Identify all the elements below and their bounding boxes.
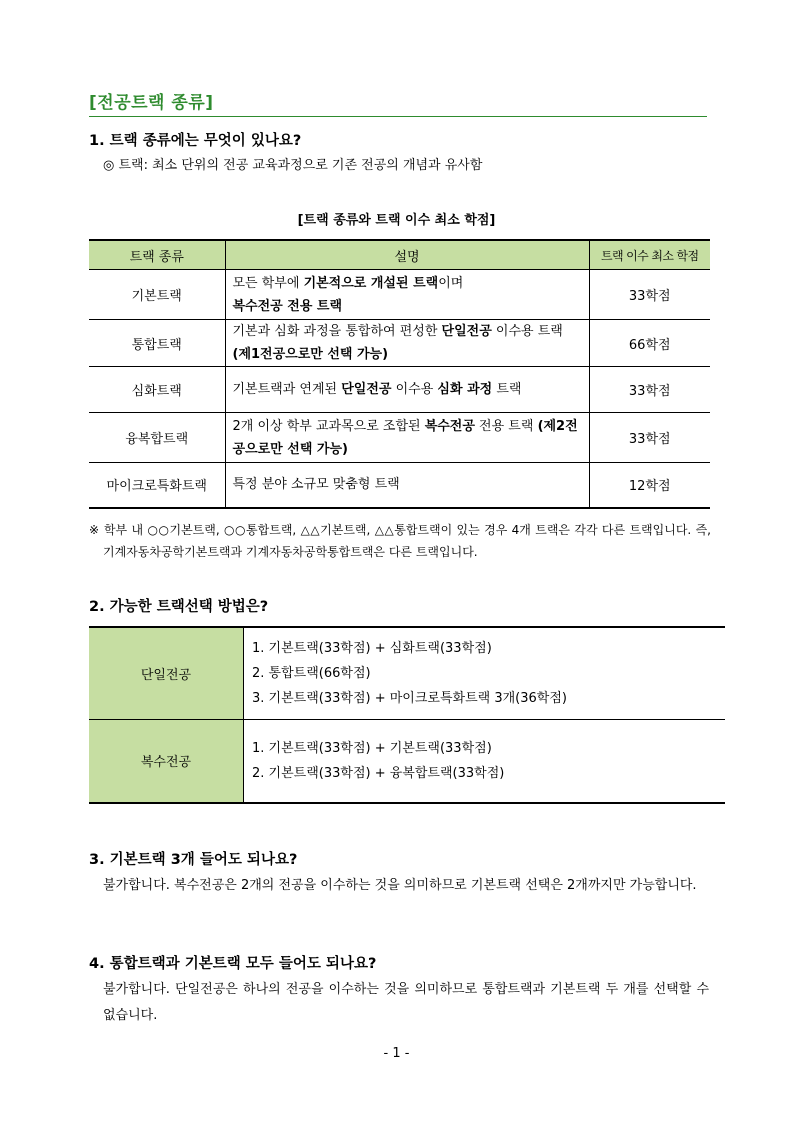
track-definition-note: ◎ 트랙: 최소 단위의 전공 교육과정으로 기존 전공의 개념과 유사함 bbox=[103, 158, 483, 173]
page-number: - 1 - bbox=[383, 1046, 410, 1061]
track-description: 모든 학부에 기본적으로 개설된 트랙이며 복수전공 전용 트랙 bbox=[225, 270, 589, 320]
track-selection-table bbox=[89, 626, 725, 804]
table-row bbox=[89, 270, 710, 320]
track-credits: 33학점 bbox=[589, 413, 710, 463]
option-item: 3. 기본트랙(33학점) + 마이크로특화트랙 3개(36학점) bbox=[252, 690, 567, 706]
header-track-type: 트랙 종류 bbox=[89, 240, 225, 270]
track-credits: 33학점 bbox=[589, 367, 710, 413]
option-item: 2. 통합트랙(66학점) bbox=[252, 665, 371, 681]
track-name: 통합트랙 bbox=[89, 320, 225, 367]
table-header-row bbox=[89, 240, 710, 270]
track-name: 심화트랙 bbox=[89, 367, 225, 413]
question-3-answer: 불가합니다. 복수전공은 2개의 전공을 이수하는 것을 의미하므로 기본트랙 선택은 2개까지만 가능합니다. bbox=[103, 878, 697, 893]
track-credits: 12학점 bbox=[589, 463, 710, 508]
header-description: 설명 bbox=[225, 240, 589, 270]
selection-options bbox=[244, 627, 726, 719]
track-description: 기본과 심화 과정을 통합하여 편성한 단일전공 이수용 트랙 (제1전공으로만 선택 가능) bbox=[225, 320, 589, 367]
table-row bbox=[89, 627, 725, 719]
option-item: 2. 기본트랙(33학점) + 융복합트랙(33학점) bbox=[252, 765, 505, 781]
track-name: 마이크로특화트랙 bbox=[89, 463, 225, 508]
header-min-credits: 트랙 이수 최소 학점 bbox=[589, 240, 710, 270]
table-row bbox=[89, 320, 710, 367]
track-description: 2개 이상 학부 교과목으로 조합된 복수전공 전용 트랙 (제2전공으로만 선택 가능) bbox=[225, 413, 589, 463]
question-4-answer: 불가합니다. 단일전공은 하나의 전공을 이수하는 것을 의미하므로 통합트랙과 기본트랙 두 개를 선택할 수 없습니다. bbox=[103, 982, 709, 1023]
table-row bbox=[89, 463, 710, 508]
table-row bbox=[89, 719, 725, 803]
question-2-heading: 2. 가능한 트랙선택 방법은? bbox=[89, 599, 269, 615]
major-type: 복수전공 bbox=[89, 719, 244, 803]
track-name: 기본트랙 bbox=[89, 270, 225, 320]
track-description: 특정 분야 소규모 맞춤형 트랙 bbox=[225, 463, 589, 508]
question-4-heading: 4. 통합트랙과 기본트랙 모두 들어도 되나요? bbox=[89, 956, 377, 972]
table-footnote: ※ 학부 내 ○○기본트랙, ○○통합트랙, △△기본트랙, △△통합트랙이 있는 경우 4개 트랙은 각각 다른 트랙입니다. 즉, 기계자동차공학기본트랙과 기계자동차공학통합트랙은 다른 트랙입니다. bbox=[89, 523, 711, 559]
table-row bbox=[89, 413, 710, 463]
question-3-heading: 3. 기본트랙 3개 들어도 되나요? bbox=[89, 852, 298, 868]
selection-options bbox=[244, 719, 726, 803]
major-type: 단일전공 bbox=[89, 627, 244, 719]
section-title-wrapper bbox=[89, 90, 707, 117]
track-credits: 66학점 bbox=[589, 320, 710, 367]
track-description: 기본트랙과 연계된 단일전공 이수용 심화 과정 트랙 bbox=[225, 367, 589, 413]
track-types-table bbox=[89, 239, 710, 509]
option-item: 1. 기본트랙(33학점) + 심화트랙(33학점) bbox=[252, 640, 492, 656]
section-title: [전공트랙 종류] bbox=[89, 93, 214, 113]
table-row bbox=[89, 367, 710, 413]
question-1-heading: 1. 트랙 종류에는 무엇이 있나요? bbox=[89, 133, 302, 149]
track-name: 융복합트랙 bbox=[89, 413, 225, 463]
option-item: 1. 기본트랙(33학점) + 기본트랙(33학점) bbox=[252, 740, 492, 756]
track-credits: 33학점 bbox=[589, 270, 710, 320]
table-caption: [트랙 종류와 트랙 이수 최소 학점] bbox=[297, 213, 496, 228]
